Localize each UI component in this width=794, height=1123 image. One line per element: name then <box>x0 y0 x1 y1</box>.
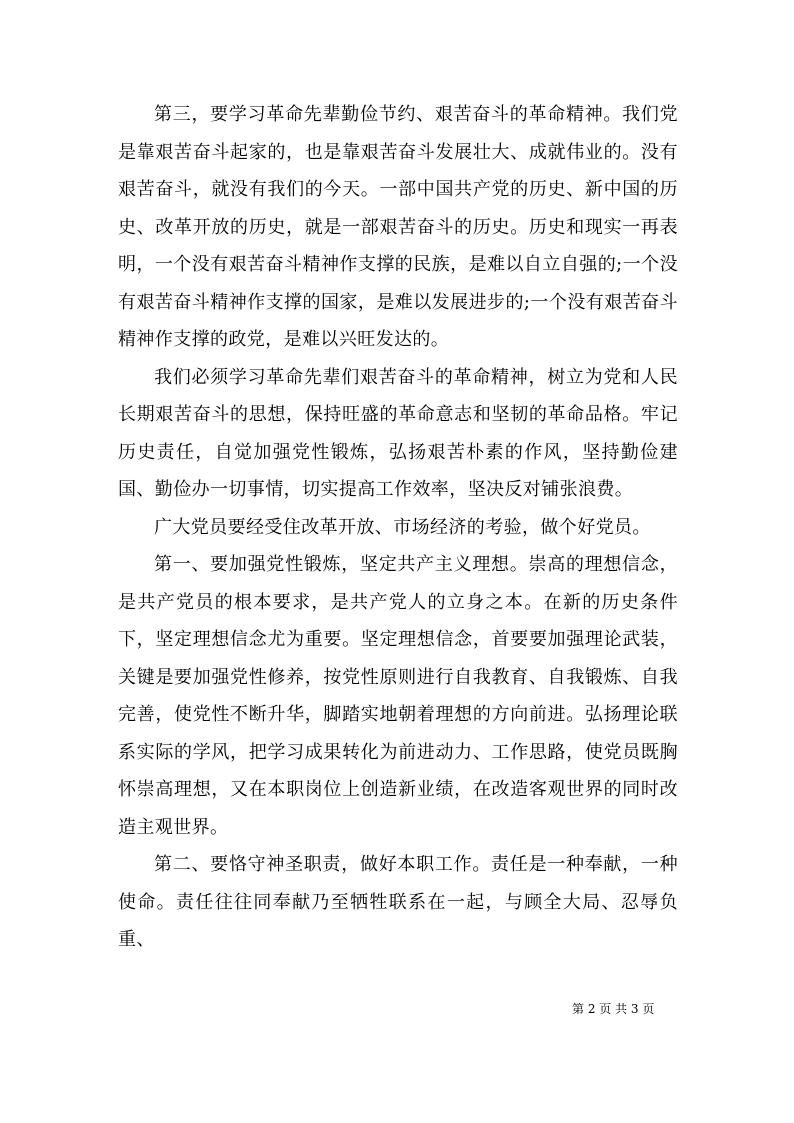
paragraph-first-point: 第一、要加强党性锻炼，坚定共产主义理想。崇高的理想信念，是共产党员的根本要求，是共产党人的立身之本。在新的历史条件下，坚定理想信念尤为重要。坚定理想信念，首要要加强理论武装，关键是要加强党性修养，按党性原则进行自我教育、自我锻炼、自我完善，使党性不断升华，脚踏实地朝着理想的方向前进。弘扬理论联系实际的学风，把学习成果转化为前进动力、工作思路，使党员既胸怀崇高理想，又在本职岗位上创造新业绩，在改造客观世界的同时改造主观世界。 <box>118 554 678 838</box>
paragraph-party-members-test: 广大党员要经受住改革开放、市场经济的考验，做个好党员。 <box>154 516 651 538</box>
page-number-footer: 第 2 页 共 3 页 <box>572 1002 655 1016</box>
paragraph-hard-work-spirit: 我们必须学习革命先辈们艰苦奋斗的革命精神，树立为党和人民长期艰苦奋斗的思想，保持旺盛的革命意志和坚韧的革命品格。牢记历史责任，自觉加强党性锻炼，弘扬艰苦朴素的作风，坚持勤俭建国、勤俭办一切事情，切实提高工作效率，坚决反对铺张浪费。 <box>118 366 678 500</box>
paragraph-third-point: 第三，要学习革命先辈勤俭节约、艰苦奋斗的革命精神。我们党是靠艰苦奋斗起家的，也是靠艰苦奋斗发展壮大、成就伟业的。没有艰苦奋斗，就没有我们的今天。一部中国共产党的历史、新中国的历史、改革开放的历史，就是一部艰苦奋斗的历史。历史和现实一再表明，一个没有艰苦奋斗精神作支撑的民族，是难以自立自强的;一个没有艰苦奋斗精神作支撑的国家，是难以发展进步的;一个没有艰苦奋斗精神作支撑的政党，是难以兴旺发达的。 <box>118 104 678 350</box>
paragraph-second-point: 第二、要恪守神圣职责，做好本职工作。责任是一种奉献，一种使命。责任往往同奉献乃至牺牲联系在一起，与顾全大局、忍辱负重、 <box>118 854 678 950</box>
document-body <box>118 96 678 959</box>
